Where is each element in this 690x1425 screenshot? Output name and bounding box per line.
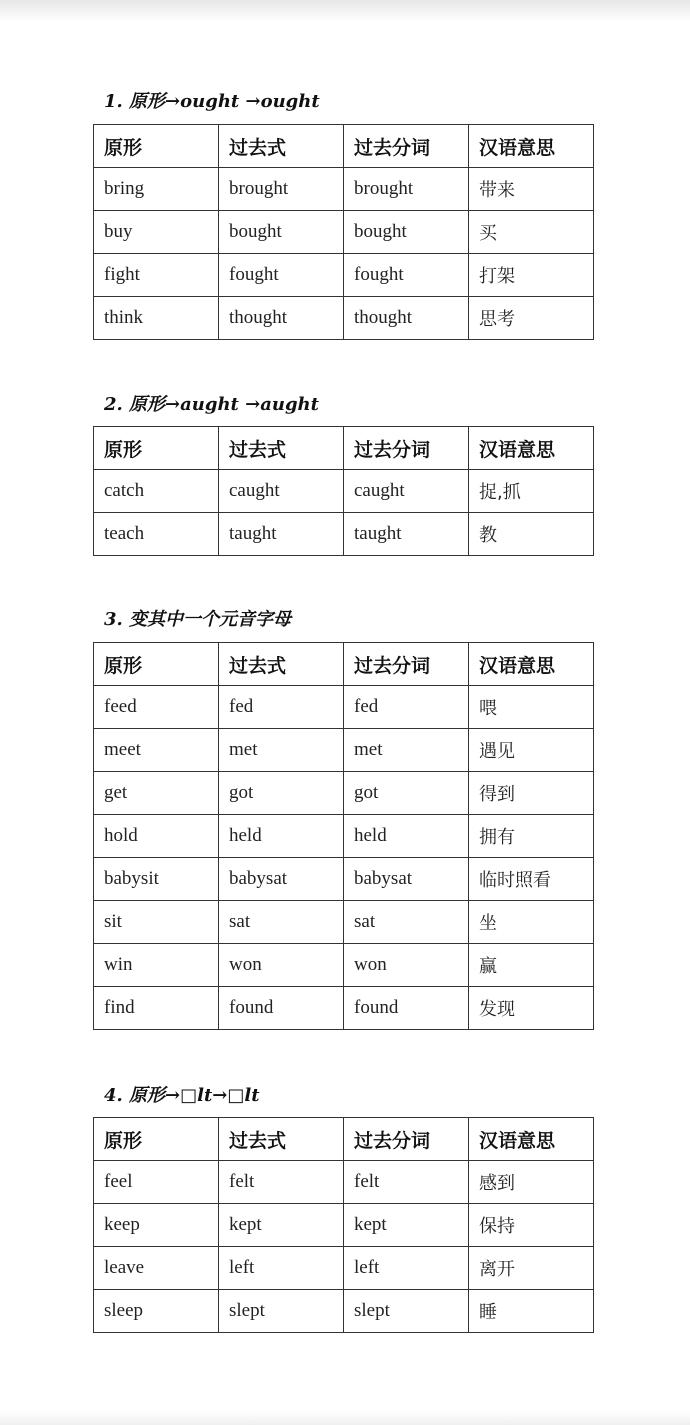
past-participle-cell: babysat — [344, 858, 469, 901]
meaning-cell: 思考 — [469, 297, 594, 340]
past-tense-cell: left — [219, 1247, 344, 1290]
header-base-form: 原形 — [94, 1118, 219, 1161]
header-past-participle: 过去分词 — [344, 643, 469, 686]
meaning-cell: 发现 — [469, 987, 594, 1030]
header-past-tense: 过去式 — [219, 1118, 344, 1161]
past-participle-cell: won — [344, 944, 469, 987]
past-tense-cell: fought — [219, 254, 344, 297]
base-form-cell: meet — [94, 729, 219, 772]
past-participle-cell: slept — [344, 1290, 469, 1333]
past-tense-cell: thought — [219, 297, 344, 340]
past-tense-cell: babysat — [219, 858, 344, 901]
meaning-cell: 睡 — [469, 1290, 594, 1333]
meaning-cell: 教 — [469, 513, 594, 556]
table-row — [94, 1161, 594, 1204]
base-form-cell: teach — [94, 513, 219, 556]
past-participle-cell: taught — [344, 513, 469, 556]
header-chinese-meaning: 汉语意思 — [469, 125, 594, 168]
past-tense-cell: kept — [219, 1204, 344, 1247]
base-form-cell: catch — [94, 470, 219, 513]
table-row — [94, 729, 594, 772]
table-header-row — [94, 427, 594, 470]
header-base-form: 原形 — [94, 427, 219, 470]
table-row — [94, 168, 594, 211]
table-row — [94, 513, 594, 556]
past-tense-cell: held — [219, 815, 344, 858]
table-row — [94, 944, 594, 987]
base-form-cell: bring — [94, 168, 219, 211]
header-past-tense: 过去式 — [219, 643, 344, 686]
section-2-table — [93, 426, 594, 556]
table-row — [94, 686, 594, 729]
meaning-cell: 拥有 — [469, 815, 594, 858]
header-base-form: 原形 — [94, 643, 219, 686]
past-participle-cell: brought — [344, 168, 469, 211]
table-header-row — [94, 1118, 594, 1161]
base-form-cell: leave — [94, 1247, 219, 1290]
section-3-table — [93, 642, 594, 1030]
meaning-cell: 感到 — [469, 1161, 594, 1204]
meaning-cell: 买 — [469, 211, 594, 254]
base-form-cell: get — [94, 772, 219, 815]
table-row — [94, 1204, 594, 1247]
table-row — [94, 470, 594, 513]
base-form-cell: sit — [94, 901, 219, 944]
base-form-cell: babysit — [94, 858, 219, 901]
section-1-title: 1. 原形→ought →ought — [104, 91, 320, 112]
base-form-cell: feel — [94, 1161, 219, 1204]
past-tense-cell: bought — [219, 211, 344, 254]
section-2-title: 2. 原形→aught →aught — [104, 394, 319, 415]
header-past-participle: 过去分词 — [344, 125, 469, 168]
past-tense-cell: got — [219, 772, 344, 815]
meaning-cell: 赢 — [469, 944, 594, 987]
past-participle-cell: fed — [344, 686, 469, 729]
header-past-tense: 过去式 — [219, 125, 344, 168]
base-form-cell: feed — [94, 686, 219, 729]
past-participle-cell: found — [344, 987, 469, 1030]
meaning-cell: 带来 — [469, 168, 594, 211]
past-participle-cell: bought — [344, 211, 469, 254]
base-form-cell: find — [94, 987, 219, 1030]
table-header-row — [94, 643, 594, 686]
past-tense-cell: brought — [219, 168, 344, 211]
past-participle-cell: caught — [344, 470, 469, 513]
past-tense-cell: met — [219, 729, 344, 772]
header-chinese-meaning: 汉语意思 — [469, 427, 594, 470]
base-form-cell: sleep — [94, 1290, 219, 1333]
table-row — [94, 297, 594, 340]
past-participle-cell: held — [344, 815, 469, 858]
past-participle-cell: left — [344, 1247, 469, 1290]
section-4-table — [93, 1117, 594, 1333]
meaning-cell: 离开 — [469, 1247, 594, 1290]
meaning-cell: 喂 — [469, 686, 594, 729]
section-1-table — [93, 124, 594, 340]
header-past-participle: 过去分词 — [344, 1118, 469, 1161]
table-row — [94, 1247, 594, 1290]
past-tense-cell: fed — [219, 686, 344, 729]
table-header-row — [94, 125, 594, 168]
past-participle-cell: felt — [344, 1161, 469, 1204]
header-past-tense: 过去式 — [219, 427, 344, 470]
section-3-title: 3. 变其中一个元音字母 — [104, 609, 292, 630]
table-row — [94, 254, 594, 297]
meaning-cell: 坐 — [469, 901, 594, 944]
past-tense-cell: slept — [219, 1290, 344, 1333]
base-form-cell: fight — [94, 254, 219, 297]
meaning-cell: 捉,抓 — [469, 470, 594, 513]
table-row — [94, 211, 594, 254]
page-bottom-shadow — [0, 1411, 690, 1425]
table-row — [94, 858, 594, 901]
meaning-cell: 临时照看 — [469, 858, 594, 901]
table-row — [94, 987, 594, 1030]
base-form-cell: win — [94, 944, 219, 987]
header-chinese-meaning: 汉语意思 — [469, 1118, 594, 1161]
meaning-cell: 得到 — [469, 772, 594, 815]
page-top-shadow — [0, 0, 690, 22]
past-participle-cell: sat — [344, 901, 469, 944]
meaning-cell: 遇见 — [469, 729, 594, 772]
table-row — [94, 901, 594, 944]
base-form-cell: hold — [94, 815, 219, 858]
table-row — [94, 1290, 594, 1333]
past-tense-cell: found — [219, 987, 344, 1030]
section-4-title: 4. 原形→□lt→□lt — [104, 1085, 260, 1106]
past-participle-cell: thought — [344, 297, 469, 340]
header-past-participle: 过去分词 — [344, 427, 469, 470]
past-tense-cell: caught — [219, 470, 344, 513]
base-form-cell: think — [94, 297, 219, 340]
meaning-cell: 打架 — [469, 254, 594, 297]
past-participle-cell: met — [344, 729, 469, 772]
meaning-cell: 保持 — [469, 1204, 594, 1247]
past-tense-cell: won — [219, 944, 344, 987]
header-base-form: 原形 — [94, 125, 219, 168]
table-row — [94, 772, 594, 815]
past-participle-cell: fought — [344, 254, 469, 297]
base-form-cell: buy — [94, 211, 219, 254]
past-tense-cell: taught — [219, 513, 344, 556]
past-tense-cell: felt — [219, 1161, 344, 1204]
header-chinese-meaning: 汉语意思 — [469, 643, 594, 686]
past-tense-cell: sat — [219, 901, 344, 944]
past-participle-cell: kept — [344, 1204, 469, 1247]
past-participle-cell: got — [344, 772, 469, 815]
table-row — [94, 815, 594, 858]
base-form-cell: keep — [94, 1204, 219, 1247]
